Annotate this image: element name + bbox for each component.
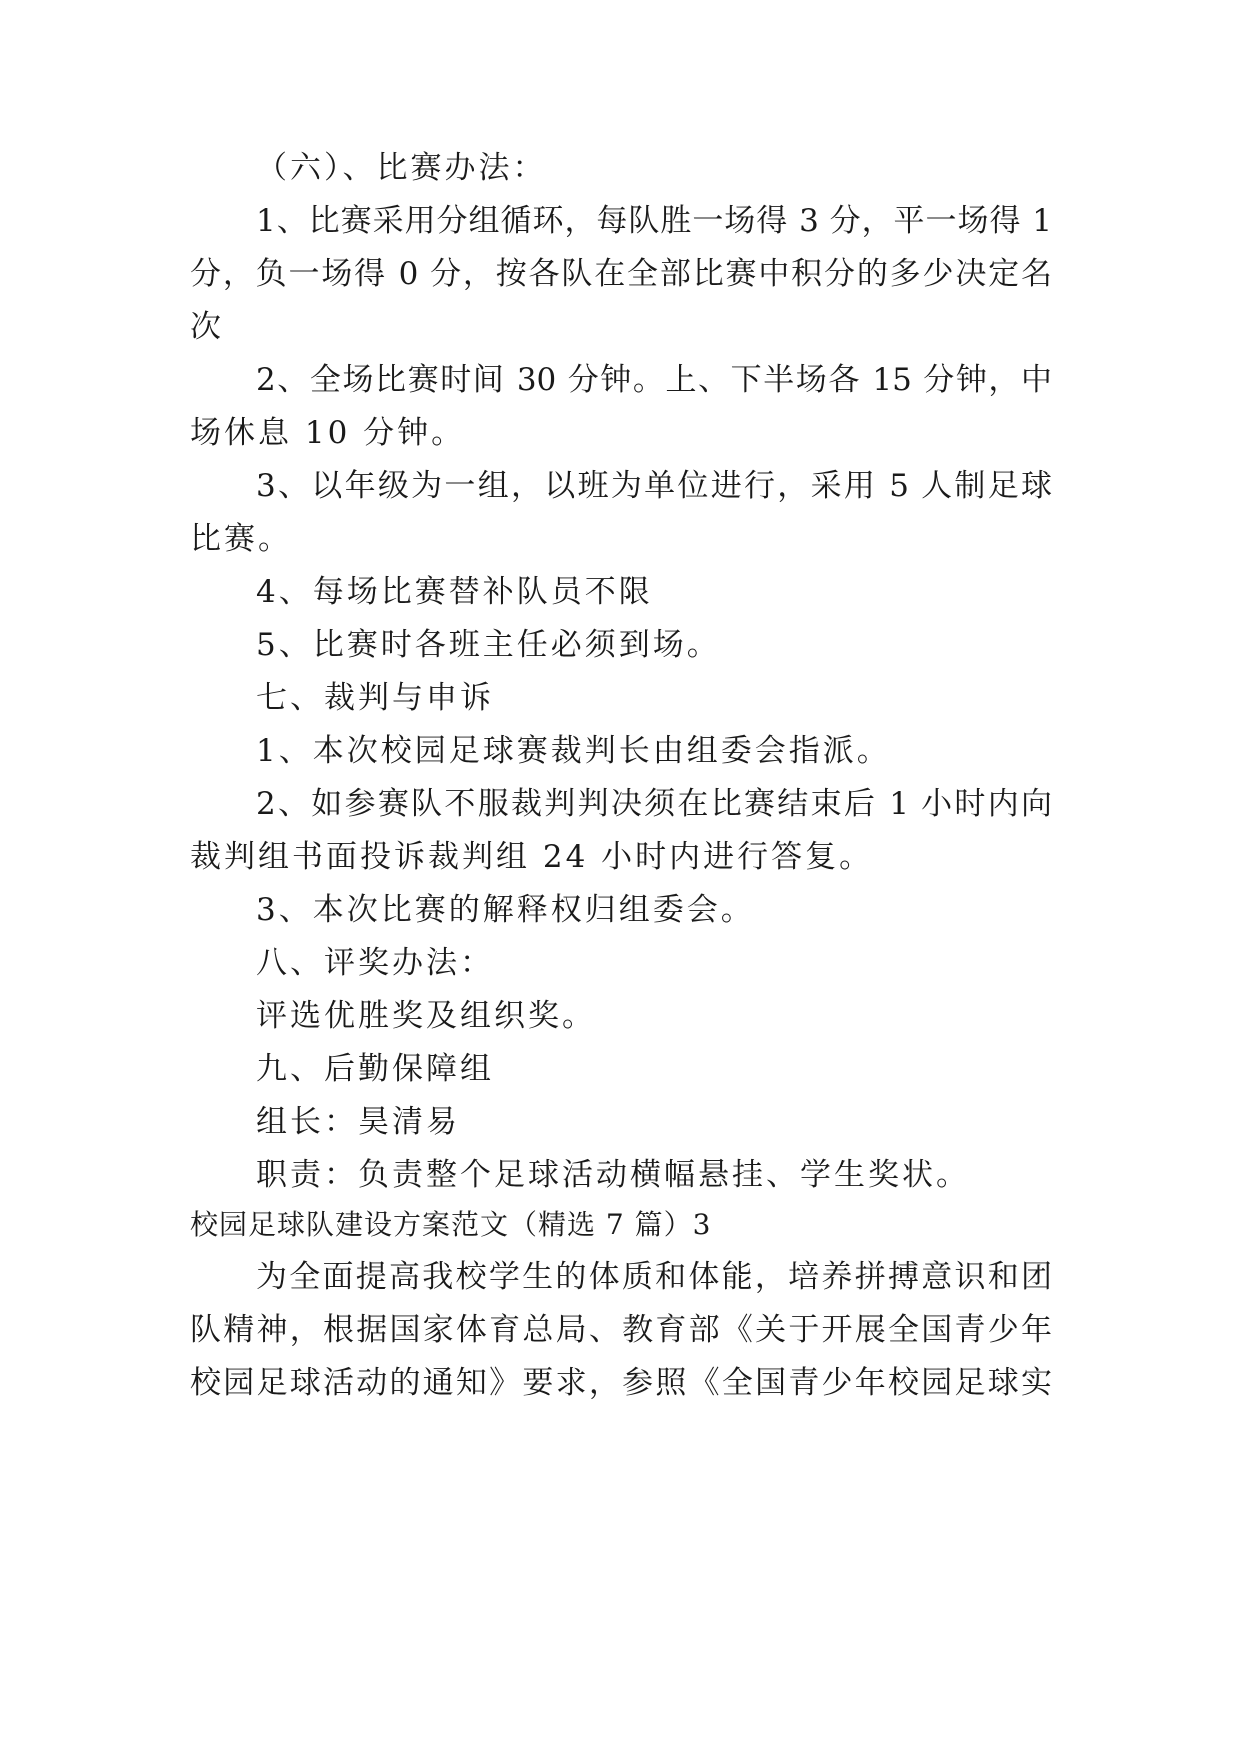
referee-rule-3: 3、本次比赛的解释权归组委会。 xyxy=(256,892,755,928)
section-six-heading: （六）、比赛办法： xyxy=(256,150,547,186)
rule-2-line-1: 2、全场比赛时间 30 分钟。上、下半场各 15 分钟，中 xyxy=(256,362,1052,398)
responsibility: 职责：负责整个足球活动横幅悬挂、学生奖状。 xyxy=(256,1157,970,1193)
referee-rule-2-line-1: 2、如参赛队不服裁判判决须在比赛结束后 1 小时内向 xyxy=(256,786,1052,822)
award-description: 评选优胜奖及组织奖。 xyxy=(256,998,596,1034)
intro-line-1: 为全面提高我校学生的体质和体能，培养拼搏意识和团 xyxy=(256,1259,1052,1295)
rule-1-line-2: 分，负一场得 0 分，按各队在全部比赛中积分的多少决定名 xyxy=(190,256,1052,292)
intro-line-3: 校园足球活动的通知》要求，参照《全国青少年校园足球实 xyxy=(190,1365,1052,1401)
rule-3-line-1: 3、以年级为一组，以班为单位进行，采用 5 人制足球 xyxy=(256,468,1052,504)
rule-1-line-1: 1、比赛采用分组循环，每队胜一场得 3 分，平一场得 1 xyxy=(256,203,1052,239)
rule-4: 4、每场比赛替补队员不限 xyxy=(256,574,653,610)
intro-line-2: 队精神，根据国家体育总局、教育部《关于开展全国青少年 xyxy=(190,1312,1052,1348)
article-heading: 校园足球队建设方案范文（精选 7 篇）3 xyxy=(190,1208,712,1241)
section-seven-heading: 七、裁判与申诉 xyxy=(256,680,494,716)
group-leader: 组长：昊清易 xyxy=(256,1104,460,1140)
rule-1-line-3: 次 xyxy=(190,309,224,345)
referee-rule-2-line-2: 裁判组书面投诉裁判组 24 小时内进行答复。 xyxy=(190,839,874,875)
section-eight-heading: 八、评奖办法： xyxy=(256,945,494,981)
document-page xyxy=(190,0,1052,1754)
rule-2-line-2: 场休息 10 分钟。 xyxy=(190,415,466,451)
rule-5: 5、比赛时各班主任必须到场。 xyxy=(256,627,721,663)
referee-rule-1: 1、本次校园足球赛裁判长由组委会指派。 xyxy=(256,733,891,769)
rule-3-line-2: 比赛。 xyxy=(190,521,292,557)
section-nine-heading: 九、后勤保障组 xyxy=(256,1051,494,1087)
